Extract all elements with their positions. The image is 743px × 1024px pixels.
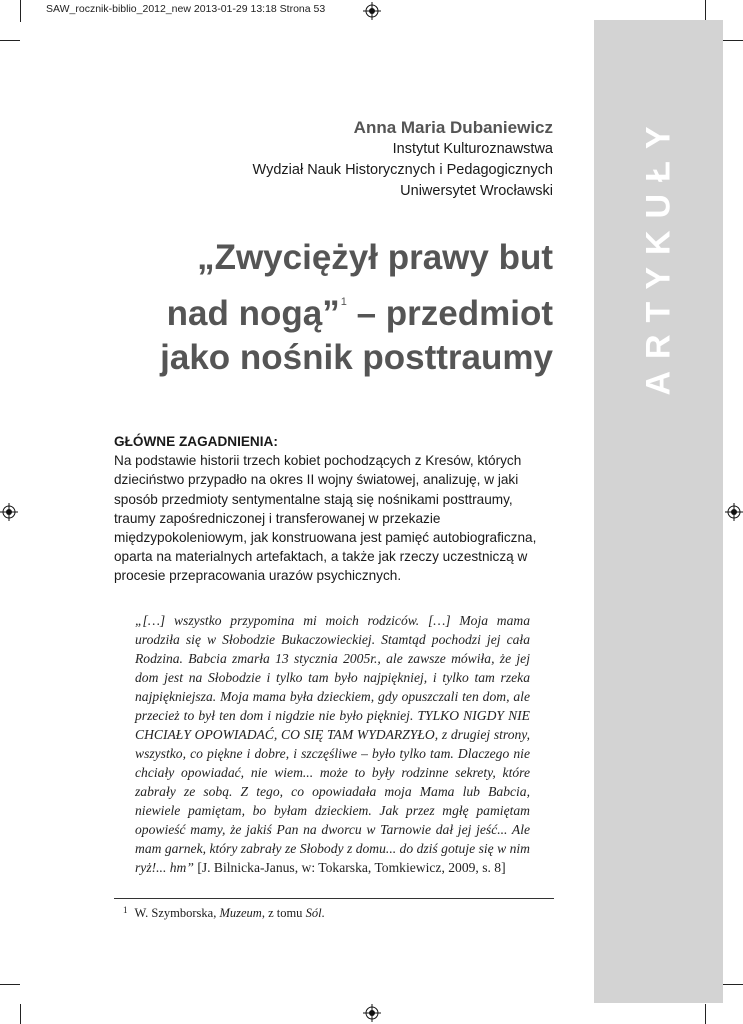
footnote-number: 1: [123, 905, 128, 915]
registration-mark-right-icon: [725, 503, 743, 521]
author-name: Anna Maria Dubaniewicz: [353, 118, 553, 137]
block-quote: [135, 611, 530, 877]
title-line-2: [113, 280, 553, 336]
abstract-body: Na podstawie historii trzech kobiet pochodzących z Kresów, których dzieciństwo przypadło na okres II wojny światowej, analizuję, w jaki sposób przedmioty sentymentalne stają się nośnikami posttraumy, traumy zapośredniczonej i transferowanej w przekazie międzypokoleniowym, jak konstruowana jest pamięć autobiograficzna, oparta na materialnych artefaktach, a także jak rzeczy uczestniczą w procesie przepracowania urazów psychicznych.: [114, 453, 537, 584]
title-line-3: jako nośnik posttraumy: [160, 338, 553, 377]
title-line-1: „Zwyciężył prawy but: [197, 238, 553, 277]
author-affiliation-institute: Instytut Kulturoznawstwa: [392, 141, 553, 157]
author-affiliation-faculty: Wydział Nauk Historycznych i Pedagogicznych: [252, 162, 553, 178]
title-line-2-part-a: nad nogą”: [166, 294, 340, 333]
registration-mark-bottom-icon: [363, 1004, 381, 1022]
block-quote-text: „[…] wszystko przypomina mi moich rodziców. […] Moja mama urodziła się w Słobodzie Bukaczowieckiej. Stamtąd pochodzi jej cała Rodzina. Babcia zmarła 13 stycznia 2005r., ale zawsze mówiła, że jej dom jest na Słobodzie i tylko tam było najpiękniej, i tylko tam rzeka najpiękniejsza. Moja mama była dzieckiem, gdy opuszczali ten dom, ale przecież to był ten dom i nigdzie nie było piękniej. TYLKO NIGDY NIE CHCIAŁY OPOWIADAĆ, CO SIĘ TAM WYDARZYŁO, z drugiej strony, wszystko, co piękne i dobre, i szczęśliwe – było tylko tam. Dlaczego nie chciały opowiadać, nie wiem... może to były rodzinne sekrety, które zabrały ze sobą. Z tego, co opowiadała moja Mama lub Babcia, niewiele pamiętam, bo byłam dzieckiem. Jak przez mgłę pamiętam opowieść mamy, że jakiś Pan na dworcu w Tarnowie dał jej jeść... Ale mam garnek, który zabrały ze Słobody z domu... do dziś gotuje się w nim ryż!... hm”: [135, 613, 530, 875]
crop-mark-bottom-right-h: [723, 984, 743, 985]
article-title: [113, 236, 553, 380]
crop-mark-top-left-v: [20, 0, 21, 22]
crop-mark-bottom-right-v: [705, 1004, 706, 1024]
crop-mark-bottom-left-v: [20, 1004, 21, 1024]
crop-mark-top-right-h: [723, 40, 743, 41]
crop-mark-top-right-v: [705, 0, 706, 22]
crop-mark-top-left-h: [0, 40, 20, 41]
footnote: [123, 905, 325, 921]
footnote-volume-title: Sól: [305, 906, 322, 920]
block-quote-citation: [J. Bilnicka-Janus, w: Tokarska, Tomkiewicz, 2009, s. 8]: [193, 860, 506, 875]
footnote-middle: , z tomu: [261, 906, 306, 920]
registration-mark-left-icon: [0, 503, 18, 521]
section-label: ARTYKUŁY: [639, 114, 678, 396]
author-block: [253, 117, 553, 202]
abstract: [114, 432, 554, 586]
printer-slug: SAW_rocznik-biblio_2012_new 2013-01-29 13:18 Strona 53: [46, 3, 326, 15]
footnote-prefix: W. Szymborska,: [134, 906, 220, 920]
footnote-divider: [114, 898, 554, 899]
title-footnote-mark[interactable]: 1: [340, 296, 347, 308]
author-affiliation-university: Uniwersytet Wrocławski: [400, 183, 553, 199]
registration-mark-top-icon: [363, 2, 381, 20]
footnote-work-title: Muzeum: [219, 906, 262, 920]
footnote-suffix: .: [321, 906, 325, 920]
abstract-heading: GŁÓWNE ZAGADNIENIA:: [114, 434, 278, 449]
title-line-2-part-b: – przedmiot: [346, 294, 553, 333]
crop-mark-bottom-left-h: [0, 984, 20, 985]
